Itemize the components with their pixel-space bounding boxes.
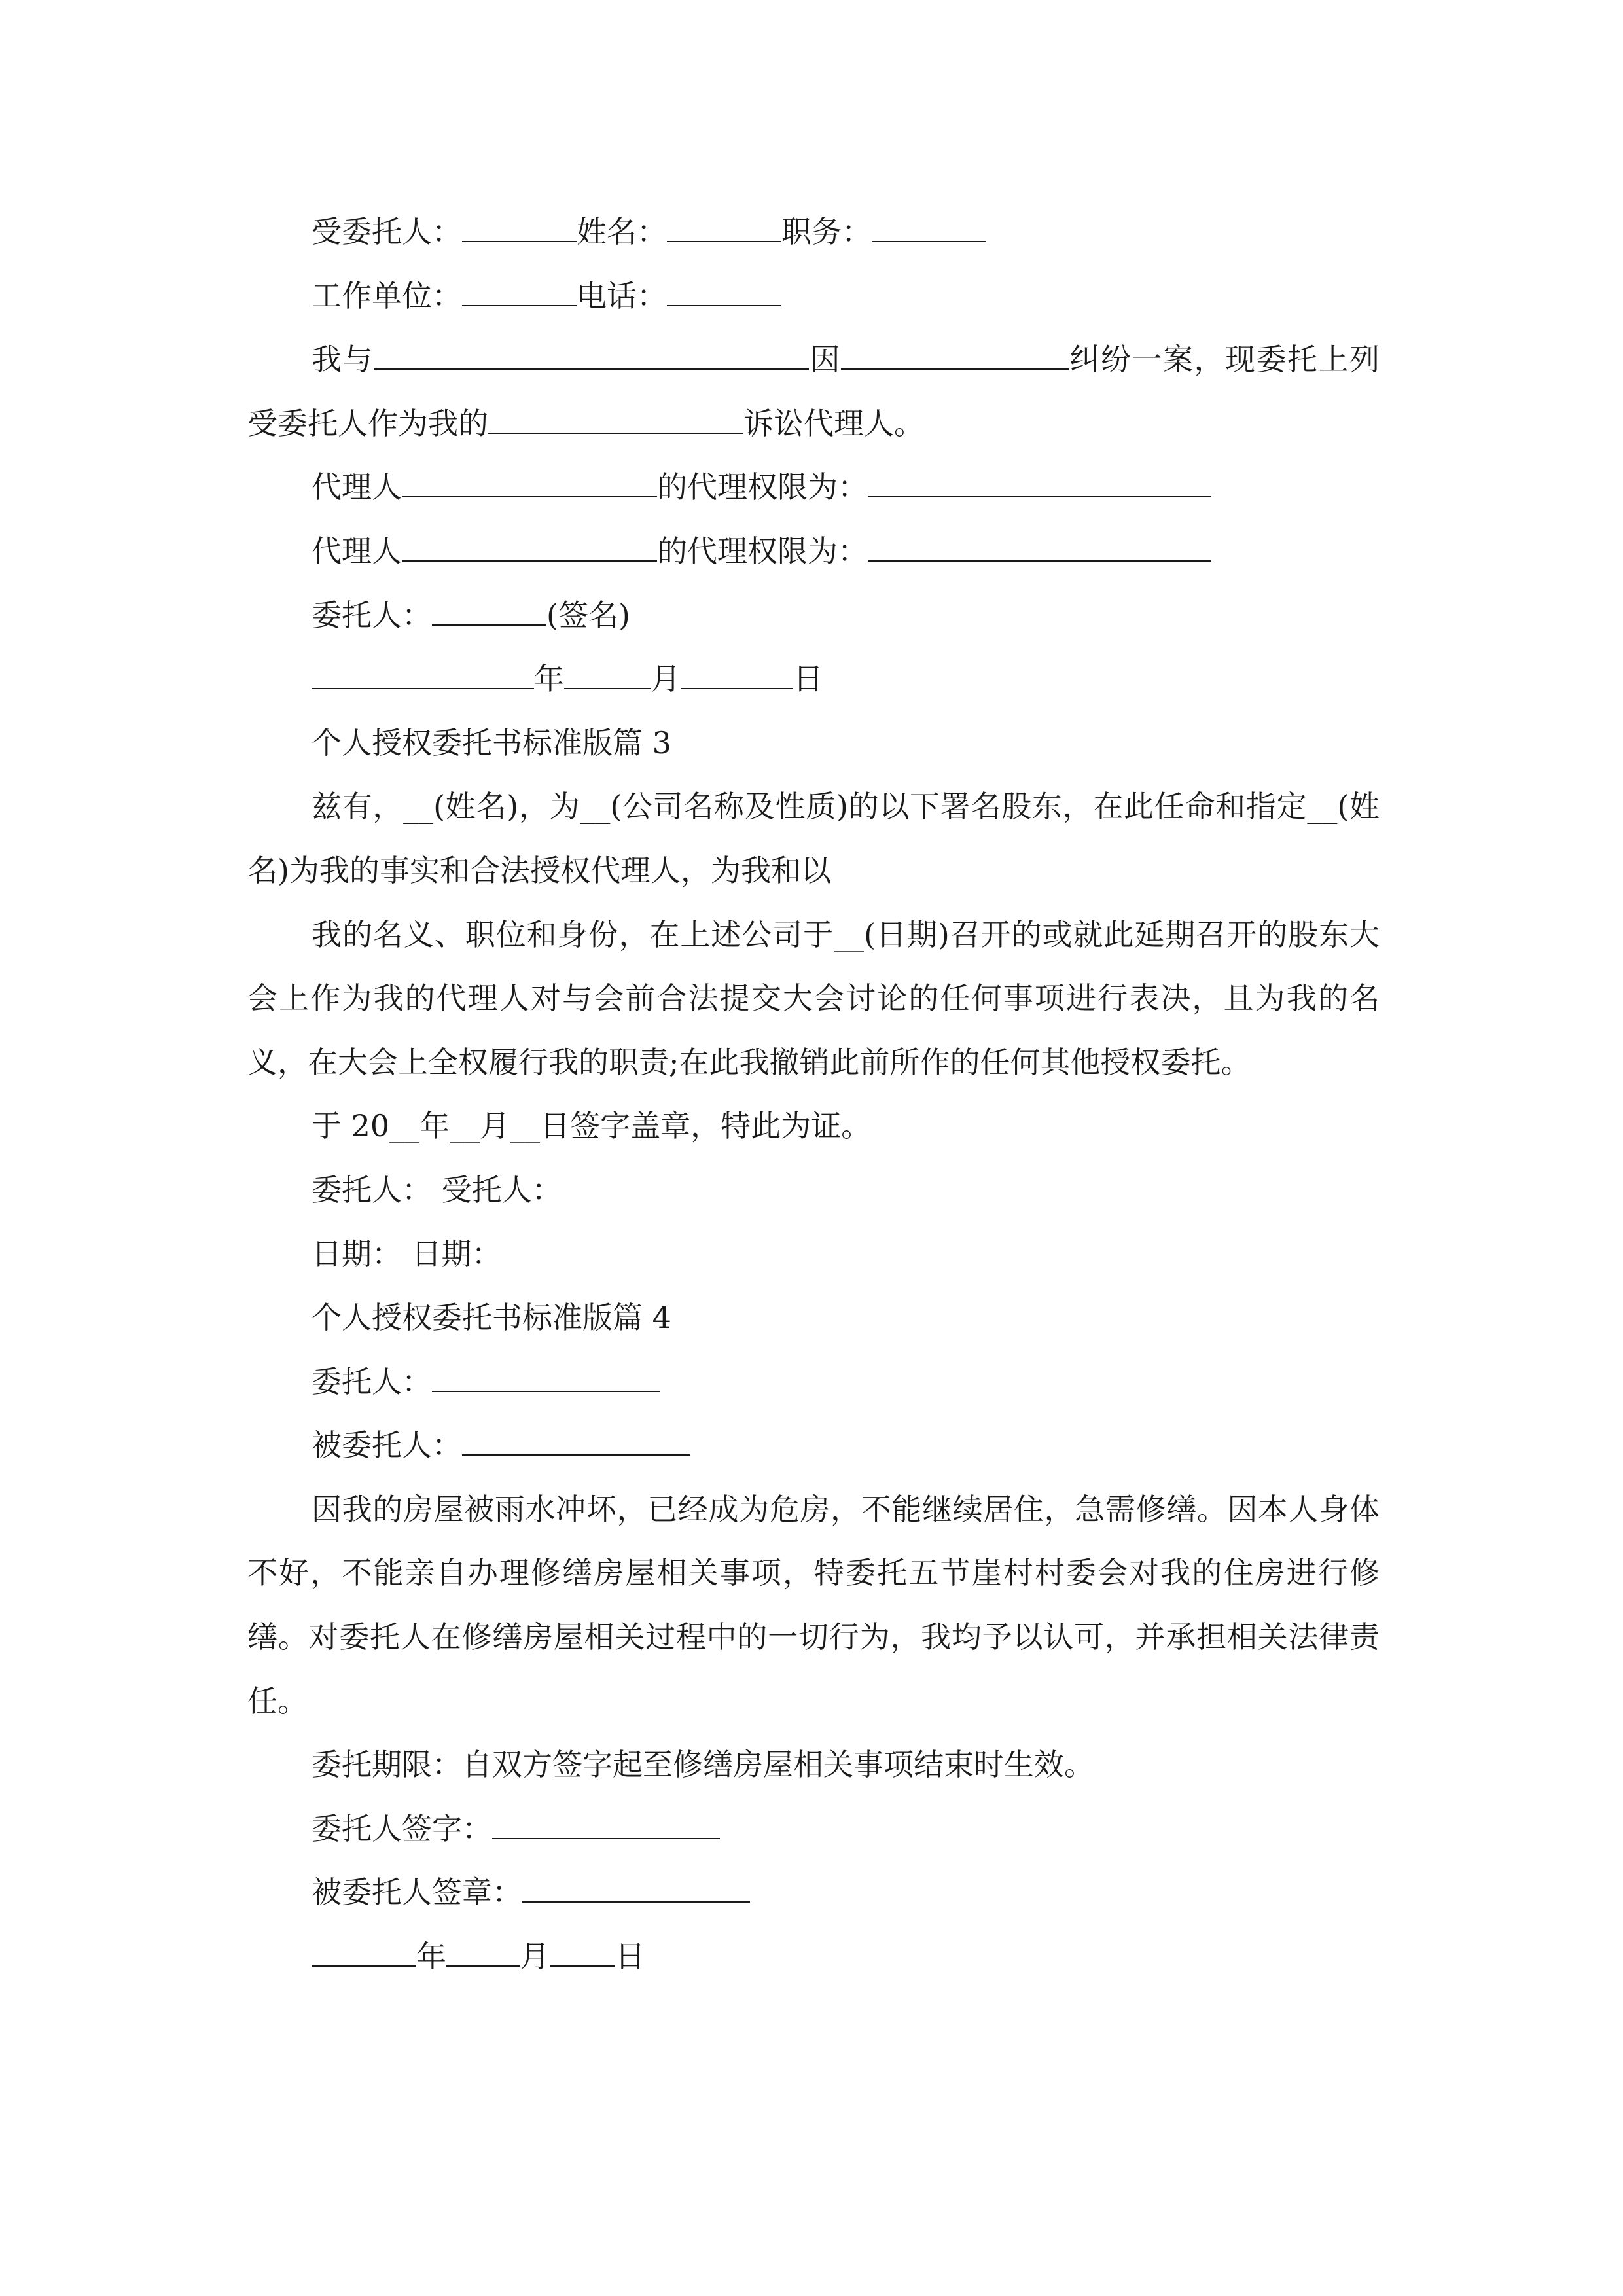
- blank-line: [462, 273, 577, 306]
- principal-line: 委托人：: [247, 1350, 1380, 1414]
- principal-signature-line: 委托人： (签名): [247, 584, 1380, 648]
- blank-line: [868, 465, 1211, 497]
- blank-line: [402, 465, 657, 497]
- paragraph: 兹有，__(姓名)，为__(公司名称及性质)的以下署名股东，在此任命和指定__(姓名)为我的事实和合法授权代理人，为我和以: [247, 789, 1380, 888]
- case-paragraph: 我与 因 纠纷一案，现委托上列受委托人作为我的 诉讼代理人。: [247, 328, 1380, 456]
- date-line: 年 月 日: [247, 647, 1380, 711]
- date-line: 年 月 日: [247, 1925, 1380, 1989]
- signature-labels: 委托人： 受托人：: [312, 1172, 562, 1208]
- blank-line: [432, 1359, 660, 1391]
- paragraph: 于 20__年__月__日签字盖章，特此为证。: [312, 1108, 872, 1144]
- blank-line: [550, 1934, 615, 1967]
- blank-line: [374, 337, 809, 370]
- blank-line: [868, 529, 1211, 562]
- agent-authority-line: 代理人 的代理权限为：: [247, 520, 1380, 584]
- blank-line: [312, 1934, 416, 1967]
- blank-line: [446, 1934, 520, 1967]
- trustee-info-line: 受委托人： 姓名： 职务：: [247, 200, 1380, 264]
- paragraph: 委托期限：自双方签字起至修缮房屋相关事项结束时生效。: [312, 1747, 1094, 1783]
- blank-line: [872, 209, 986, 242]
- blank-line: [462, 1423, 690, 1456]
- blank-line: [402, 529, 657, 562]
- agent-authority-line: 代理人 的代理权限为：: [247, 456, 1380, 520]
- blank-line: [462, 209, 577, 242]
- date-labels: 日期： 日期：: [312, 1236, 502, 1272]
- section-heading-3: 个人授权委托书标准版篇 3: [312, 725, 671, 761]
- blank-line: [488, 401, 743, 433]
- blank-line: [522, 1870, 750, 1903]
- blank-line: [492, 1806, 720, 1839]
- blank-line: [432, 592, 546, 625]
- blank-line: [667, 273, 781, 306]
- document-body: [247, 200, 1380, 1989]
- workplace-line: 工作单位： 电话：: [247, 264, 1380, 329]
- paragraph: 我的名义、职位和身份，在上述公司于__(日期)召开的或就此延期召开的股东大会上作为我的代理人对与会前合法提交大会讨论的任何事项进行表决，且为我的名义，在大会上全权履行我的职责;在此我撤销此前所作的任何其他授权委托。: [247, 916, 1380, 1080]
- blank-line: [564, 656, 651, 689]
- blank-line: [667, 209, 781, 242]
- blank-line: [312, 656, 534, 689]
- agent-seal-line: 被委托人签章：: [247, 1861, 1380, 1925]
- blank-line: [681, 656, 793, 689]
- blank-line: [841, 337, 1069, 370]
- section-heading-4: 个人授权委托书标准版篇 4: [312, 1300, 671, 1336]
- agent-line: 被委托人：: [247, 1414, 1380, 1478]
- paragraph: 因我的房屋被雨水冲坏，已经成为危房，不能继续居住，急需修缮。因本人身体不好，不能亲自办理修缮房屋相关事项，特委托五节崖村村委会对我的住房进行修缮。对委托人在修缮房屋相关过程中的一切行为，我均予以认可，并承担相关法律责任。: [247, 1491, 1380, 1719]
- principal-sign-line: 委托人签字：: [247, 1797, 1380, 1861]
